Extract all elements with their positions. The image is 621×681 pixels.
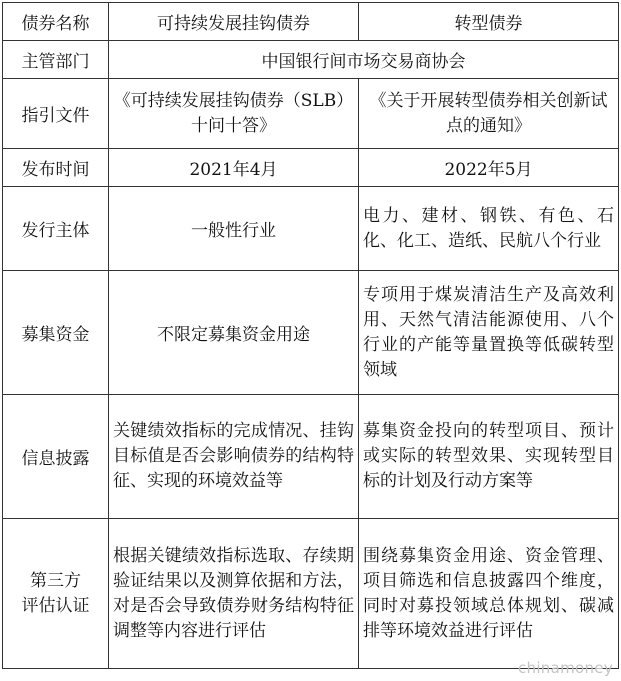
row-label-issuer: 发行主体: [3, 187, 109, 271]
table-row: [3, 41, 619, 79]
issuer-slb: 一般性行业: [109, 187, 359, 271]
row-label-disclosure: 信息披露: [3, 395, 109, 519]
guideline-transition: 《关于开展转型债券相关创新试点的通知》: [359, 79, 619, 149]
release-date-slb: 2021年4月: [109, 149, 359, 187]
guideline-slb: 《可持续发展挂钩债券（SLB）十问十答》: [109, 79, 359, 149]
table-row: [3, 187, 619, 271]
table-row: [3, 519, 619, 669]
table-header-row: [3, 3, 619, 41]
label-line-1: 第三方: [30, 570, 81, 591]
chinamoney-watermark: chinamoney: [517, 659, 613, 677]
row-label-third-party-assessment: [3, 519, 109, 669]
use-of-proceeds-transition: 专项用于煤炭清洁生产及高效利用、天然气清洁能源使用、八个行业的产能等量置换等低碳转型领域: [359, 271, 619, 395]
row-label-use-of-proceeds: 募集资金: [3, 271, 109, 395]
table-row: [3, 395, 619, 519]
table-row: [3, 149, 619, 187]
disclosure-slb: 关键绩效指标的完成情况、挂钩目标值是否会影响债券的结构特征、实现的环境效益等: [109, 395, 359, 519]
use-of-proceeds-slb: 不限定募集资金用途: [109, 271, 359, 395]
issuer-transition: 电力、建材、钢铁、有色、石化、化工、造纸、民航八个行业: [359, 187, 619, 271]
release-date-transition: 2022年5月: [359, 149, 619, 187]
header-sustainability-linked-bond: 可持续发展挂钩债券: [109, 3, 359, 41]
assessment-slb: 根据关键绩效指标选取、存续期验证结果以及测算依据和方法，对是否会导致债券财务结构特征调整等内容进行评估: [109, 519, 359, 669]
header-transition-bond: 转型债券: [359, 3, 619, 41]
label-line-2: 评估认证: [21, 595, 90, 616]
assessment-transition: 围绕募集资金用途、资金管理、项目筛选和信息披露四个维度，同时对募投领域总体规划、碳减排等环境效益进行评估: [359, 519, 619, 669]
table-row: [3, 79, 619, 149]
row-label-release-date: 发布时间: [3, 149, 109, 187]
disclosure-transition: 募集资金投向的转型项目、预计或实际的转型效果、实现转型目标的计划及行动方案等: [359, 395, 619, 519]
row-label-guideline: 指引文件: [3, 79, 109, 149]
row-label-regulator: 主管部门: [3, 41, 109, 79]
table-row: [3, 271, 619, 395]
bond-comparison-table: [2, 2, 619, 669]
regulator-value: 中国银行间市场交易商协会: [109, 41, 619, 79]
header-label-cell: 债券名称: [3, 3, 109, 41]
